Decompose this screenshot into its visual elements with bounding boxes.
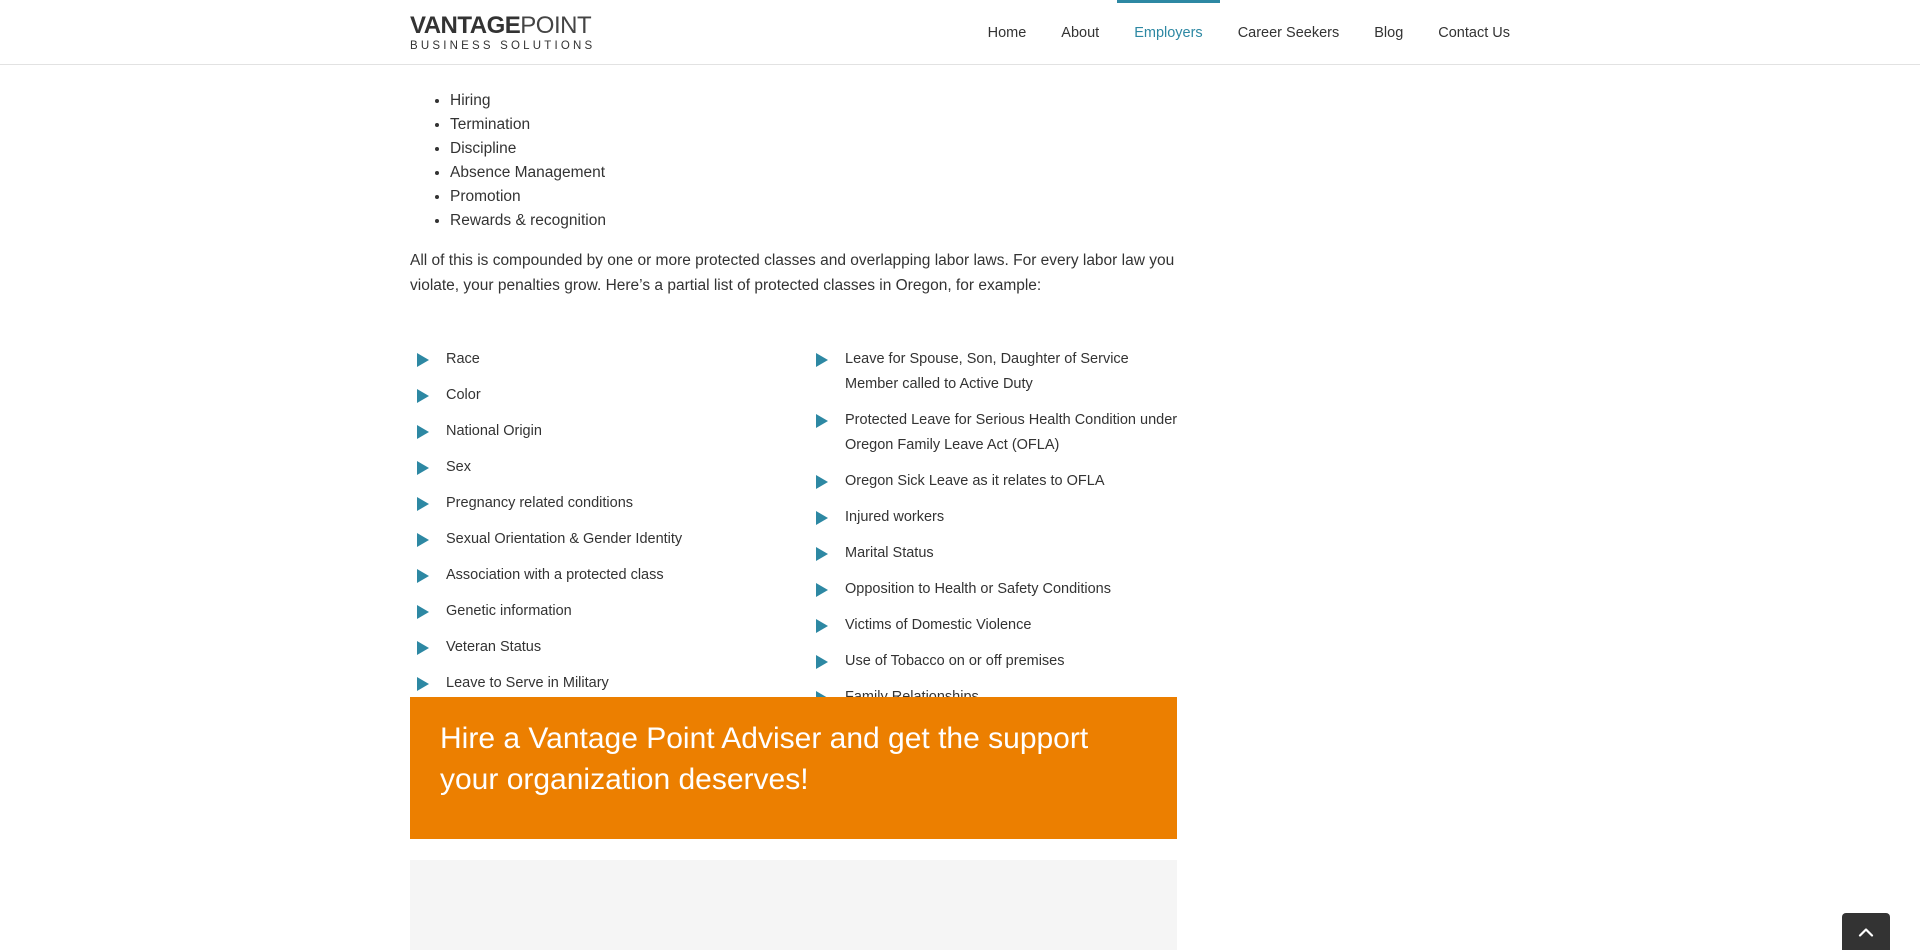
list-item	[809, 347, 1179, 397]
list-item	[809, 408, 1179, 458]
list-item-label: Oregon Sick Leave as it relates to OFLA	[845, 473, 1105, 489]
site-logo[interactable]	[410, 14, 595, 53]
triangle-right-icon	[417, 605, 429, 619]
chevron-up-icon	[1858, 927, 1874, 937]
nav-employers[interactable]: Employers	[1117, 0, 1221, 65]
list-item-label: Genetic information	[446, 603, 572, 619]
nav-blog[interactable]: Blog	[1374, 24, 1404, 41]
list-item: • Absence Management	[450, 161, 606, 185]
list-item	[809, 541, 1179, 566]
list-item: • Promotion	[450, 185, 606, 209]
triangle-right-icon	[417, 677, 429, 691]
list-item	[410, 527, 780, 552]
list-item-label: Race	[446, 351, 480, 367]
list-item	[410, 419, 780, 444]
list-item	[410, 347, 780, 372]
list-item	[809, 577, 1179, 602]
list-item: • Discipline	[450, 137, 606, 161]
nav-contact-us[interactable]: Contact Us	[1438, 24, 1510, 41]
list-item-label: Use of Tobacco on or off premises	[845, 653, 1065, 669]
triangle-right-icon	[816, 475, 828, 489]
intro-paragraph: All of this is compounded by one or more protected classes and overlapping labor laws. For every labor law you violate, your penalties grow. Here’s a partial list of protected classes in Oregon, for example:	[410, 252, 1175, 294]
logo-name-light: POINT	[520, 12, 592, 39]
list-item: • Termination	[450, 113, 606, 137]
list-item-label: Sex	[446, 459, 471, 475]
triangle-right-icon	[816, 655, 828, 669]
list-item-label: Victims of Domestic Violence	[845, 617, 1032, 633]
list-item	[410, 671, 780, 696]
list-item	[809, 505, 1179, 530]
list-item-label: Association with a protected class	[446, 567, 664, 583]
cta-heading: Hire a Vantage Point Adviser and get the support your organization deserves!	[440, 722, 1089, 796]
main-nav	[970, 0, 1510, 65]
nav-about[interactable]: About	[1061, 24, 1100, 41]
nav-home[interactable]: Home	[987, 24, 1027, 41]
list-item-label: Leave to Serve in Military	[446, 675, 609, 691]
list-item	[410, 455, 780, 480]
triangle-right-icon	[417, 533, 429, 547]
site-header	[0, 0, 1920, 65]
triangle-right-icon	[417, 569, 429, 583]
triangle-right-icon	[417, 389, 429, 403]
nav-career-seekers[interactable]: Career Seekers	[1237, 24, 1340, 41]
list-item-label: Injured workers	[845, 509, 945, 525]
list-item	[809, 469, 1179, 494]
triangle-right-icon	[816, 583, 828, 597]
list-item-label: Leave for Spouse, Son, Daughter of Service Member called to Active Duty	[845, 351, 1129, 392]
triangle-right-icon	[816, 511, 828, 525]
list-item-label: Protected Leave for Serious Health Condition under Oregon Family Leave Act (OFLA)	[845, 412, 1178, 453]
protected-classes-left	[410, 347, 780, 707]
triangle-right-icon	[417, 461, 429, 475]
logo-name-bold: VANTAGE	[410, 12, 521, 39]
logo-wordmark	[410, 14, 595, 38]
triangle-right-icon	[417, 641, 429, 655]
hr-topics-list	[410, 89, 606, 233]
list-item	[410, 383, 780, 408]
scroll-to-top-button[interactable]	[1842, 913, 1890, 950]
cta-banner	[410, 697, 1177, 839]
list-item-label: Opposition to Health or Safety Conditions	[845, 581, 1111, 597]
list-item	[410, 635, 780, 660]
triangle-right-icon	[816, 414, 828, 428]
list-item-label: National Origin	[446, 423, 542, 439]
triangle-right-icon	[816, 619, 828, 633]
list-item	[410, 563, 780, 588]
list-item	[410, 599, 780, 624]
list-item	[410, 491, 780, 516]
list-item: • Rewards & recognition	[450, 209, 606, 233]
list-item-label: Pregnancy related conditions	[446, 495, 634, 511]
list-item	[809, 649, 1179, 674]
triangle-right-icon	[816, 353, 828, 367]
list-item-label: Marital Status	[845, 545, 934, 561]
list-item: • Hiring	[450, 89, 606, 113]
list-item-label: Sexual Orientation & Gender Identity	[446, 531, 683, 547]
content-panel	[410, 860, 1177, 950]
protected-classes-right	[809, 347, 1179, 721]
triangle-right-icon	[816, 547, 828, 561]
logo-tagline: BUSINESS SOLUTIONS	[410, 40, 596, 52]
triangle-right-icon	[417, 425, 429, 439]
list-item	[809, 613, 1179, 638]
triangle-right-icon	[417, 497, 429, 511]
list-item-label: Color	[446, 387, 481, 403]
list-item-label: Veteran Status	[446, 639, 542, 655]
triangle-right-icon	[417, 353, 429, 367]
